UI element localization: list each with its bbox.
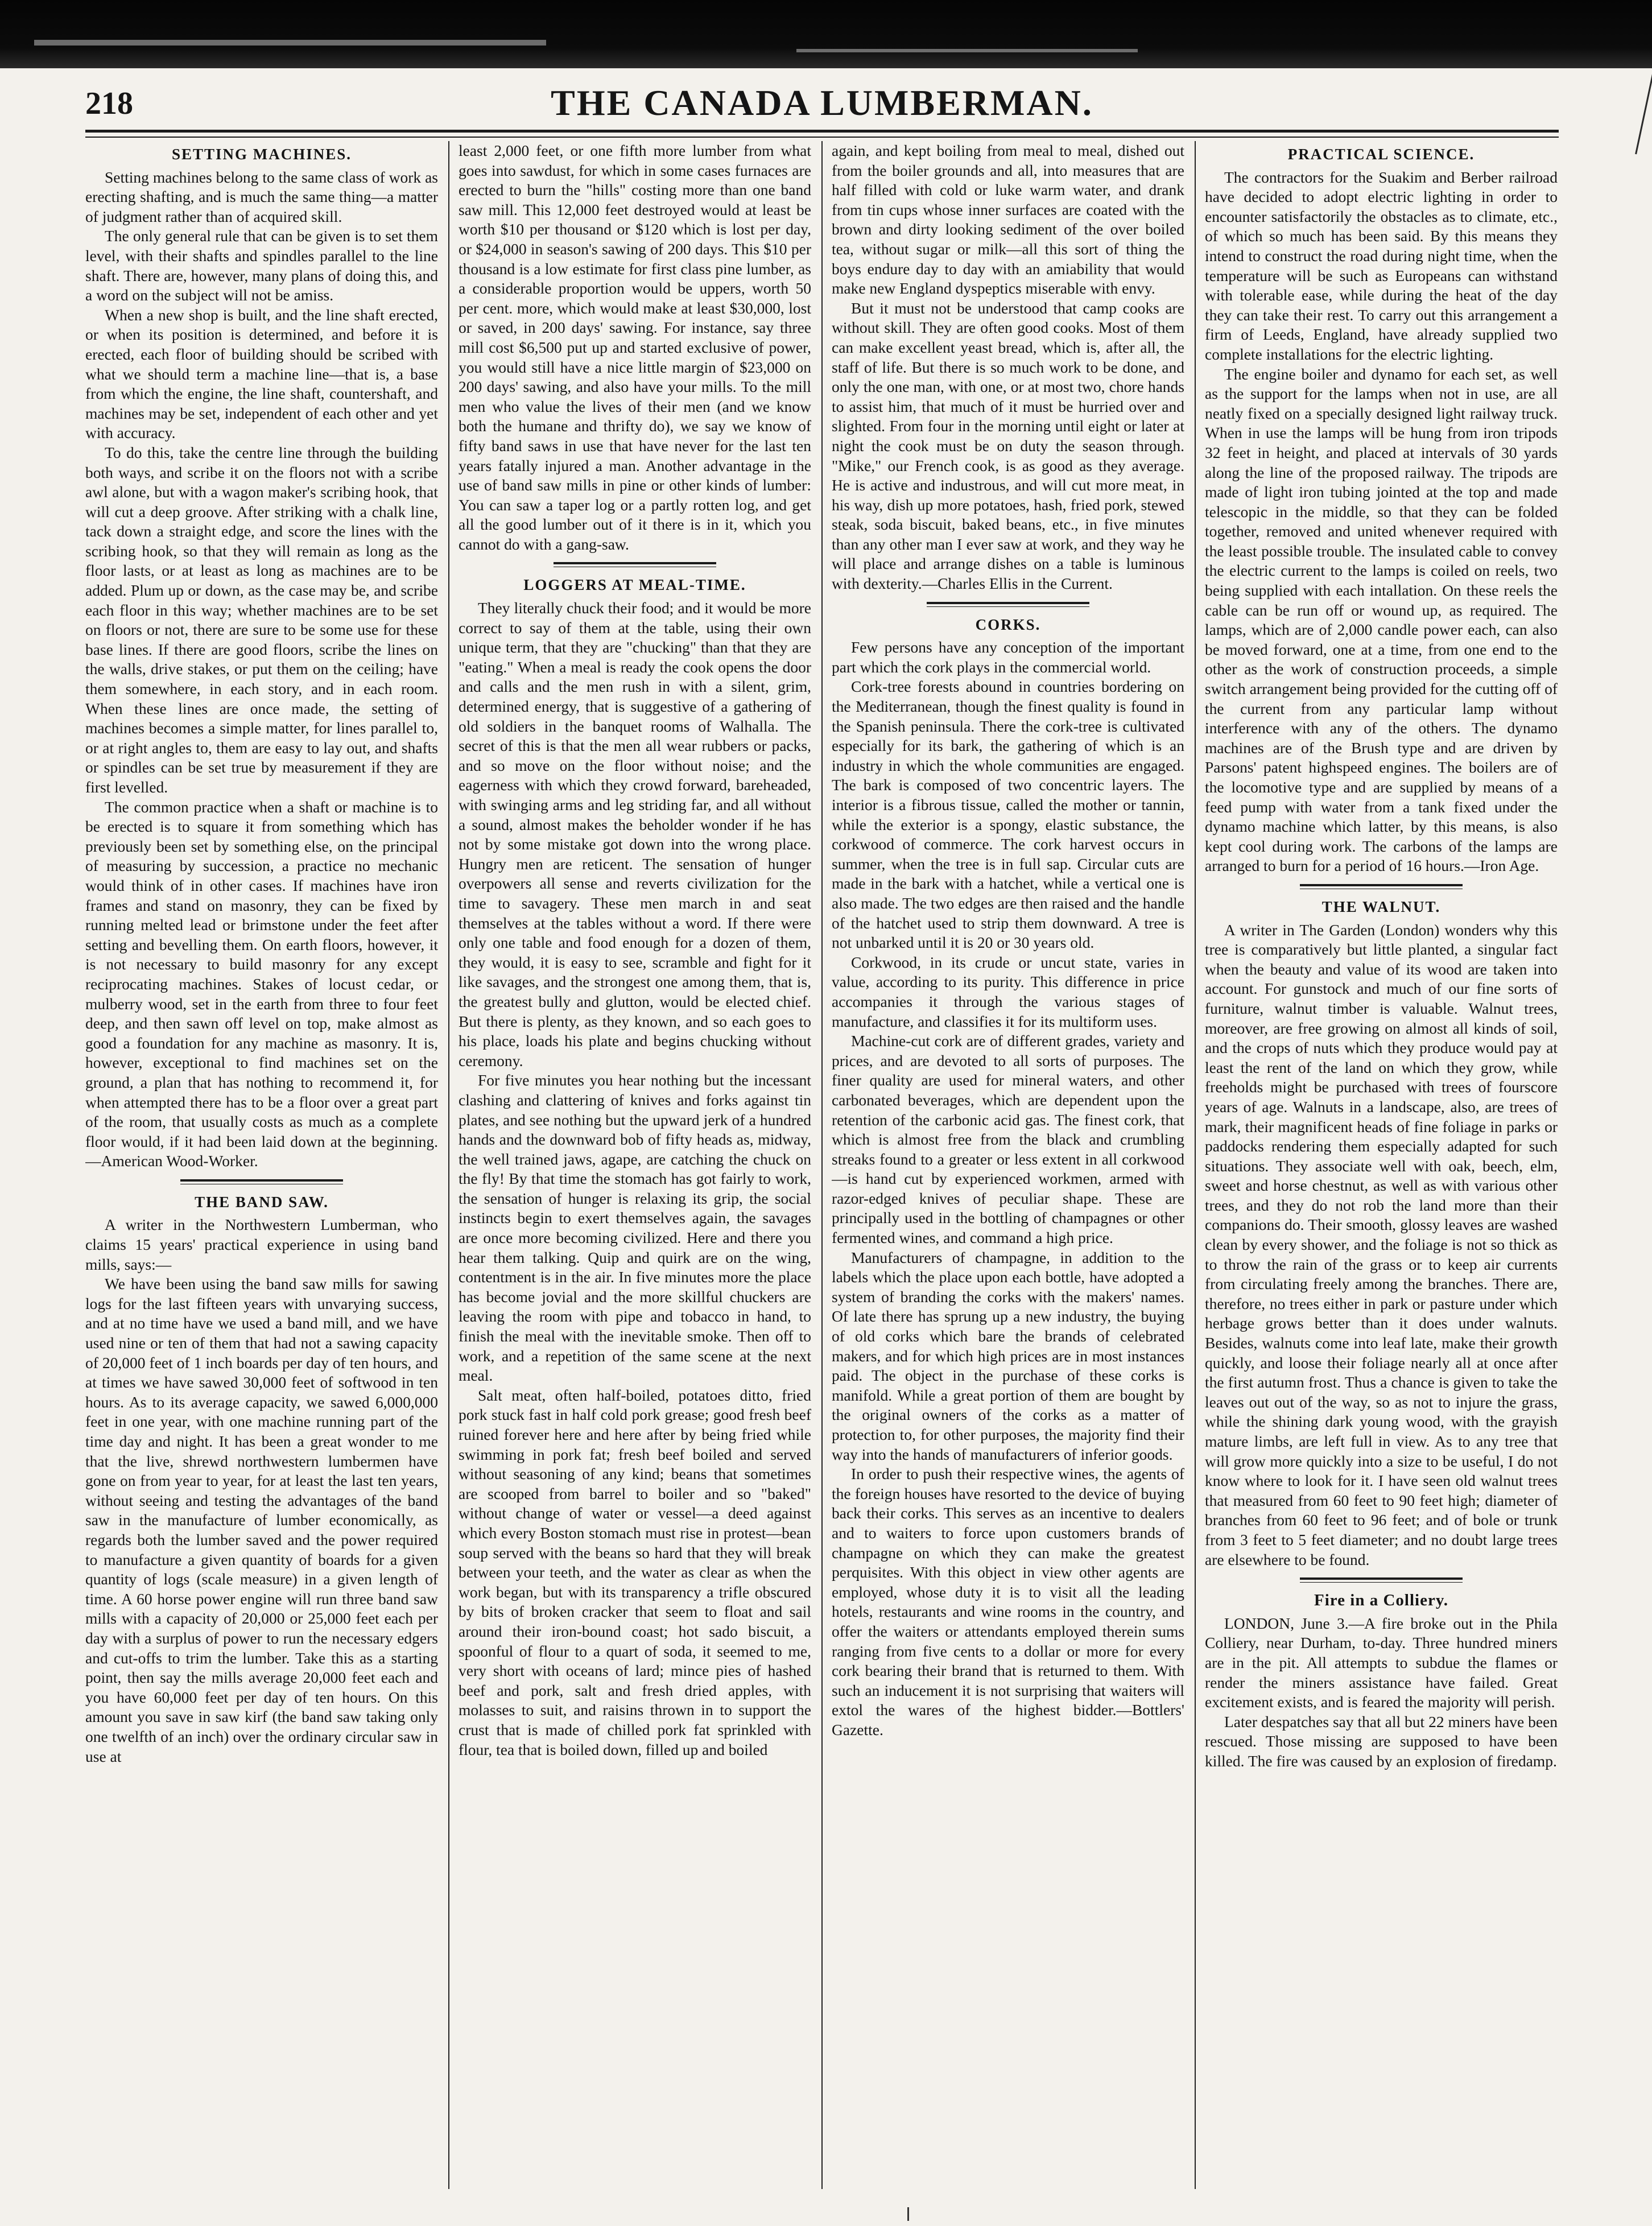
article-heading: THE BAND SAW. xyxy=(195,1193,329,1211)
article-paragraph: A writer in The Garden (London) wonders why this tree is comparatively but little planted, a singular fact when the beauty and value of its wood are taken into account. For gunstock and much of our fine sorts of furniture, walnut timber is valuable. Walnut trees, moreover, are free growing on almost all kinds of soil, and the crops of nuts which they produce would pay at least the rent of the land on which they grow, while freeholds might be purchased with trees of fourscore years of age. Walnuts in a landscape, also, are trees of mark, their magnificent heads of fine foliage in parks or paddocks rendering them especially adapted for such situations. They associate well with oak, beech, elm, sweet and horse chestnut, as well as with various other trees, and they do not rob the land more than their companions do. Their smooth, glossy leaves are washed clean by every shower, and the foliage is not so thick as to throw the rain of the grass or to keep air currents from circulating freely among the branches. There are, therefore, no trees either in park or pasture under which herbage grows better than it does under walnuts. Besides, walnuts come into leaf late, make their growth quickly, and loose their foliage nearly all at once after the first autumn frost. Thus a chance is given to take the leaves out out of the way, so as not to injure the grass, while the shining dark young wood, with the grayish mature limbs, are left full in view. As to any tree that will grow more quickly into a size to be useful, I do not know where to look for it. I have seen old walnut trees that measured from 60 feet to 90 feet high; diameter of branches from 60 feet to 96 feet; and of bole or trunk from 3 feet to 5 feet diameter; and no doubt large trees are elsewhere to be found. xyxy=(1205,920,1558,1568)
masthead-title: THE CANADA LUMBERMAN. xyxy=(551,82,1093,123)
article-columns xyxy=(85,141,1559,2189)
scan-streak xyxy=(796,49,1138,52)
article-paragraph: The only general rule that can be given is to set them level, with their shafts and spindles parallel to the line shaft. There are, however, many plans of doing this, and a word on the subject will not be amiss. xyxy=(85,227,438,304)
article-paragraph: The common practice when a shaft or machine is to be erected is to square it from something which has previously been set by something else, on the principal of measuring by succession, a practice no mechanic would think of in other cases. If machines have iron frames and stand on masonry, they can be fixed by running melted lead or brimstone under the feet after setting and bevelling them. On earth floors, however, it is not necessary to build masonry for any except reciprocating machines. Stakes of locust cedar, or mulberry wood, set in the earth from three to four feet deep, and then sawn off level on top, make almost as good a foundation for any machine as masonry. It is, however, exceptional to find machines set on the ground, a plan that has nothing to recommend it, for when attempted there has to be a floor over a great part of the room, that usually costs as much as a complete floor would, if it had been laid down at the beginning.—American Wood-Worker. xyxy=(85,798,438,1170)
article-paragraph: In order to push their respective wines, the agents of the foreign houses have resorted to the device of buying back their corks. This serves as an incentive to dealers and to waiters to force upon customers brands of champagne on which they can make the greatest perquisites. With this object in view other agents are employed, whose duty it is to visit all the leading hotels, restaurants and wine rooms in the country, and offer the waiters or attendants employed therein sums ranging from five cents to a dollar or more for every cork bearing their brand that is returned to them. With such an inducement it is not surprising that waiters will extol the wares of the highest bidder.—Bottlers' Gazette. xyxy=(832,1465,1184,1738)
article-paragraph: They literally chuck their food; and it would be more correct to say of them at the table, using their own unique term, that they are "chucking" than that they are "eating." When a meal is ready the cook opens the door and calls and the men rush in with a silent, grim, determined energy, that is suggestive of a gathering of old soldiers in the banquet rooms of Walhalla. The secret of this is that the men all wear rubbers or packs, and so move on the floor without noise; and the eagerness with which they crowd forward, bareheaded, with swinging arms and leg striding far, and all without a sound, almost makes the beholder wonder if he has not by some mistake got down into the wrong place. Hungry men are reticent. The sensation of hunger overpowers all sense and reverts civilization for the time to savagery. These men march in and seat themselves at the tables without a word. If there were only one table and food enough for a dozen of them, they would, it is easy to see, scramble and fight for it like savages, and the strongest one among them, that is, the greatest bully and glutton, would be elected chief. But there is plenty, as they known, and so each goes to his place, loads his plate and begins chucking without ceremony. xyxy=(459,599,811,1069)
section-divider xyxy=(180,1179,342,1184)
scan-top-band xyxy=(0,0,1652,68)
column-2 xyxy=(459,141,811,2189)
article-heading: SETTING MACHINES. xyxy=(171,146,352,163)
scan-mark xyxy=(907,2207,909,2221)
column-divider xyxy=(1195,141,1196,2189)
column-3 xyxy=(832,141,1184,2189)
article-paragraph: To do this, take the centre line through the building both ways, and scribe it on the floors not with a scribe awl alone, but with a wagon maker's scribing hook, that will cut a deep groove. After striking with a chalk line, tack down a straight edge, and score the lines with the scribing hook, so that they will remain as long as the floor lasts, or at least as long as machines are to be added. Plum up or down, as the case may be, and scribe each floor in this way; whether machines are to be set on floors or not, there are sure to be some use for these base lines. If there are good floors, scribe the lines on the walls, drive stakes, or put them on the ceiling; have them somewhere, in each story, and in each room. When these lines are once made, the setting of machines becomes a simple matter, for lines parallel to, or at right angles to, them are easy to lay out, and shafts or spindles can be set true by measurement if they are first levelled. xyxy=(85,443,438,796)
page-header xyxy=(85,82,1559,125)
section-divider xyxy=(554,562,716,567)
header-rule xyxy=(85,130,1559,133)
scan-streak xyxy=(34,40,546,46)
continued-paragraph: again, and kept boiling from meal to meal, dished out from the boiler grounds and all, into measures that are half filled with cold or luke warm water, and drank from tin cups whose inner surfaces are coated with the brown and dirty looking sediment of the over boiled tea, without sugar or milk—all this sort of thing the boys endure day to day with an amiability that would make new England dyspeptics miserable with envy. xyxy=(832,142,1184,298)
column-divider xyxy=(821,141,823,2189)
article-paragraph: We have been using the band saw mills for sawing logs for the last fifteen years with unvarying success, and at no time have we used a band mill, and we have used nine or ten of them that had not a sawing capacity of 20,000 feet of 1 inch boards per day of ten hours, and at times we have sawed 30,000 feet of softwood in ten hours. As to its average capacity, we sawed 6,000,000 feet in one year, with one machine running part of the time day and night. It has been a great wonder to me that the live, shrewd northwestern lumbermen have gone on from year to year, for at least the last ten years, without seeing and testing the advantages of the band saw in the manufacture of lumber economically, as regards both the lumber saved and the power required to manufacture a given quantity of boards for a given quantity of logs (scale measure) in a given length of time. A 60 horse power engine will run three band saw mills with a capacity of 20,000 or 25,000 feet each per day with a surplus of power to run the necessary edgers and cut-offs to trim the lumber. Take this as a starting point, then say the mills average 20,000 feet each and you have 60,000 feet per day of ten hours. On this amount you save in saw kirf (the band saw taking only one twelfth of an inch) over the ordinary circular saw in use at xyxy=(85,1275,438,1765)
article-paragraph: LONDON, June 3.—A fire broke out in the Phila Colliery, near Durham, to-day. Three hundred miners are in the pit. All attempts to subdue the flames or render the miners assistance have failed. Great excitement exists, and is feared the majority will perish. xyxy=(1205,1614,1558,1711)
article-paragraph: Machine-cut cork are of different grades, variety and prices, and are devoted to all sorts of purposes. The finer quality are used for mineral waters, and other carbonated beverages, which are dependent upon the retention of the carbonic acid gas. The finest cork, that which is almost free from the black and crumbling streaks found to a greater or less extent in all corkwood—is hand cut by experienced workmen, armed with razor-edged knives of peculiar shape. These are principally used in the bottling of champagnes or other fermented wines, and command a high price. xyxy=(832,1032,1184,1247)
page-number: 218 xyxy=(85,86,133,121)
article-paragraph: A writer in the Northwestern Lumberman, who claims 15 years' practical experience in using band mills, says:— xyxy=(85,1216,438,1273)
continued-paragraph: least 2,000 feet, or one fifth more lumber from what goes into sawdust, for which in some cases furnaces are erected to burn the "hills" costing more than one band saw mill. This 12,000 feet destroyed would at least be worth $10 per thousand or $120 which is lost per day, or $24,000 in season's sawing of 200 days. This $10 per thousand is a low estimate for first class pine lumber, as a considerable proportion would be uppers, worth 50 per cent. more, which would make at least $30,000, lost or saved, in 200 days' sawing. For instance, say three mill cost $6,500 put up and started exclusive of power, you would still have a nice little margin of $23,000 on 200 days' sawing, and also have your mills. To the mill men who value the lives of their men (and we know both the humane and thrifty do), we say we know of fifty band saws in use that have never for the last ten years fatally injured a man. Another advantage in the use of band saw mills in pine or other kinds of lumber: You can saw a taper log or a partly rotten log, and get all the good lumber out of it there is in it, which you cannot do with a gang-saw. xyxy=(459,142,811,553)
scan-margin-mark xyxy=(1621,62,1652,155)
section-divider xyxy=(1300,1577,1462,1583)
article-paragraph: Few persons have any conception of the important part which the cork plays in the commercial world. xyxy=(832,638,1184,676)
column-divider xyxy=(448,141,449,2189)
article-heading: Fire in a Colliery. xyxy=(1314,1591,1448,1610)
article-paragraph: Later despatches say that all but 22 miners have been rescued. Those missing are supposed to have been killed. The fire was caused by an explosion of firedamp. xyxy=(1205,1712,1558,1770)
article-heading: PRACTICAL SCIENCE. xyxy=(1287,146,1475,163)
article-paragraph: Corkwood, in its crude or uncut state, varies in value, according to its purity. This difference in price accompanies it through the various stages of manufacture, and classifies it for its multiform uses. xyxy=(832,953,1184,1030)
column-1 xyxy=(85,141,438,2189)
section-divider xyxy=(927,602,1089,607)
article-heading: THE WALNUT. xyxy=(1321,898,1441,915)
article-paragraph: For five minutes you hear nothing but the incessant clashing and clattering of knives and forks against tin plates, and see nothing but the upward jerk of a hundred hands and the downward bob of fifty heads as, midway, the well trained jaws, agape, are catching the chuck on the fly! By that time the stomach has got fairly to work, the sensation of hunger is relaxing its grip, the social instincts begin to exert themselves again, the savages are once more becoming civilized. Here and there you hear them talking. Quip and quirk are on the wing, contentment is in the air. In five minutes more the place has become jovial and the more skillful chuckers are leaving the room with pipe and tobacco in hand, to finish the meal with the inevitable smoke. Then off to work, and a repetition of the same scene at the next meal. xyxy=(459,1071,811,1385)
article-paragraph: Manufacturers of champagne, in addition to the labels which the place upon each bottle, have adopted a system of branding the corks with the makers' names. Of late there has sprung up a new industry, the buying of old corks which bare the brands of celebrated makers, and for which high prices are in most instances paid. The object in the purchase of these corks is manifold. While a great portion of them are bought by the original owners of the corks as a matter of protection to, for other purposes, the majority find their way into the hands of manufacturers of inferior goods. xyxy=(832,1248,1184,1463)
article-paragraph: Salt meat, often half-boiled, potatoes ditto, fried pork stuck fast in half cold pork grease; good fresh beef ruined forever here and here after by being fried while swimming in pork fat; fresh beef boiled and served without seasoning of any kind; beans that sometimes are scooped from barrel to boiler and so "baked" without change of water or vessel—a deed against which every Boston stomach must rise in protest—bean soup served with the beans so hard that they will break between your teeth, and the water as clear as when the work began, but with its transparency a trifle obscured by bits of broken cracker that seem to float and sail around their iron-bound coast; hot sado biscuit, a spoonful of flour to a quart of soda, it seemed to me, very short with oceans of lard; mince pies of hashed beef and pork, salt and fresh dried apples, with molasses to suit, and raisins thrown in to support the crust that is made of chilled pork fat sprinkled with flour, tea that is boiled down, filled up and boiled xyxy=(459,1386,811,1758)
article-paragraph: When a new shop is built, and the line shaft erected, or when its position is determined, and before it is erected, each floor of building should be scribed with what we should term a machine line—that is, a base from which the engine, the line shaft, countershaft, and machines may be set, independent of each other and yet with accuracy. xyxy=(85,305,438,442)
article-paragraph: The contractors for the Suakim and Berber railroad have decided to adopt electric lighting in order to encounter satisfactorily the obstacles as to climate, etc., of which so much has been said. By this means they intend to construct the road during night time, when the temperature will be such as Europeans can withstand with tolerable ease, while during the heat of the day they can take their rest. To carry out this arrangement a firm of Leeds, England, have already supplied two complete installations for the electric lighting. xyxy=(1205,168,1558,363)
article-heading: CORKS. xyxy=(975,616,1041,633)
article-paragraph: Cork-tree forests abound in countries bordering on the Mediterranean, though the finest quality is found in the Spanish peninsula. There the cork-tree is cultivated especially for its bark, the gathering of which is an industry in which the whole communities are engaged. The bark is composed of two concentric layers. The interior is a fibrous tissue, called the mother or tannin, while the exterior is a spongy, elastic substance, the corkwood of commerce. The cork harvest occurs in summer, when the tree is in full sap. Circular cuts are made in the bark with a hatchet, while a vertical one is also made. The two edges are then raised and the handle of the hatchet used to strip them downward. A tree is not unbarked until it is 20 or 30 years old. xyxy=(832,678,1184,952)
article-paragraph: The engine boiler and dynamo for each set, as well as the support for the lamps when not in use, are all neatly fixed on a specially designed light railway truck. When in use the lamps will be hung from iron tripods 32 feet in height, and placed at intervals of 30 yards along the line of the proposed railway. The tripods are made of light iron tubing jointed at the top and made telescopic in the middle, so that they can be folded together, removed and united whenever required with the least possible trouble. The insulated cable to convey the electric current to the lamps is coiled on reels, two being supplied with each intallation. On these reels the cable can be run off or wound up, as required. The lamps, which are of 2,000 candle power each, can also be moved forward, one at a time, from one end to the other as the work of construction proceeds, a simple switch arrangement being provided for the cutting off of the current from any particular lamp without interference with any of the others. The dynamo machines are of the Brush type and are driven by Parsons' patent highspeed engines. The boilers are of the locomotive type and are supplied by means of a feed pump with water from a tank fixed under the dynamo machine which latter, by this means, is also kept cool during work. The carbons of the lamps are arranged to burn for a period of 16 hours.—Iron Age. xyxy=(1205,365,1558,875)
section-divider xyxy=(1300,884,1462,889)
article-heading: LOGGERS AT MEAL-TIME. xyxy=(523,576,746,594)
article-paragraph: But it must not be understood that camp cooks are without skill. They are often good cooks. Most of them can make excellent yeast bread, which is, after all, the staff of life. But there is so much work to be done, and only the one man, with one, or at most two, chore hands to assist him, that much of it must be hurried over and slighted. From four in the morning until eight or later at night the cook must be on duty the season through. "Mike," our French cook, is as good as they average. He is active and industrous, and will cut more meat, in his way, dish up more potatoes, hash, fried pork, stewed steak, soda biscuit, baked beans, etc., in five minutes than any other man I ever saw at work, and they way he will place and arrange dishes on a table is luminous with dexterity.—Charles Ellis in the Current. xyxy=(832,299,1184,593)
column-4 xyxy=(1205,141,1558,2189)
header-rule-thin xyxy=(85,137,1559,138)
article-paragraph: Setting machines belong to the same class of work as erecting shafting, and is much the same thing—a matter of judgment rather than of acquired skill. xyxy=(85,168,438,225)
